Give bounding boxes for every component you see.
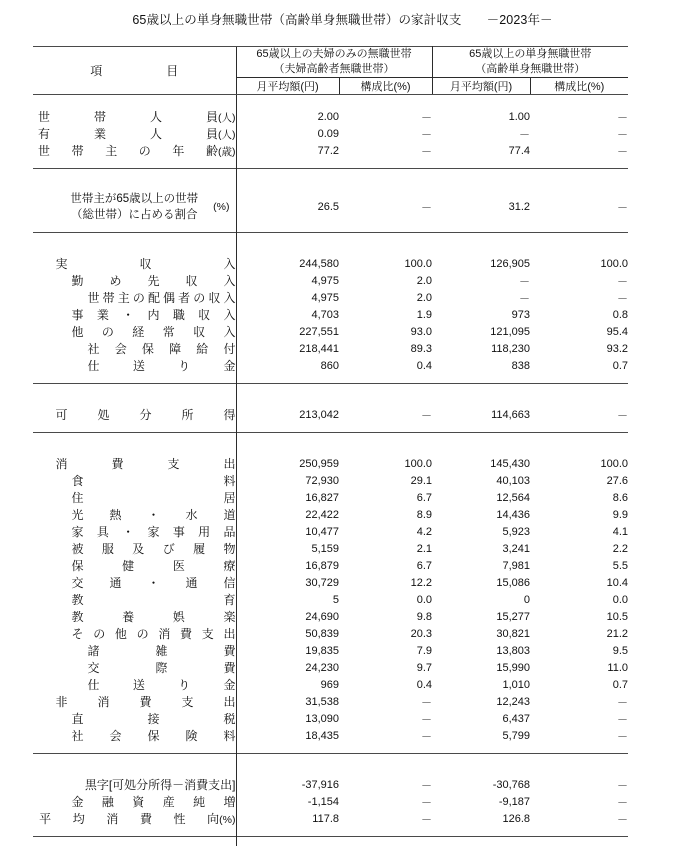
row-label-text: 仕送り金 (87, 359, 236, 373)
row-label (33, 693, 236, 710)
header-b-monthly-average: 月平均額(円) (432, 78, 530, 95)
cell-b-monthly-average: 77.4 (508, 144, 531, 157)
cell-b-monthly-average: 14,436 (496, 508, 531, 521)
cell-a-composition-ratio: 6.7 (416, 559, 433, 572)
cell-a-monthly-average: 24,230 (236, 659, 339, 676)
cell-b-composition-ratio: 0.8 (612, 308, 629, 321)
row-label-text: 食料 (71, 474, 236, 488)
table-row (33, 642, 628, 659)
cell-a-monthly-average: 50,839 (236, 625, 339, 642)
header-group-row (33, 47, 628, 78)
cell-a-composition-ratio: 8.9 (416, 508, 433, 521)
cell-b-composition-ratio: 2.2 (612, 542, 629, 555)
cell-b-composition-ratio: － (617, 145, 629, 158)
row-label (33, 810, 236, 827)
table-row (33, 676, 628, 693)
cell-b-composition-ratio: － (617, 409, 629, 422)
cell-b-monthly-average: 30,821 (496, 627, 531, 640)
cell-b-monthly-average: 7,981 (502, 559, 531, 572)
table-row (33, 406, 628, 423)
row-spacer (33, 827, 628, 837)
cell-b-composition-ratio: 95.4 (606, 325, 629, 338)
row-label-unit: (%) (213, 201, 230, 213)
cell-a-composition-ratio: 93.0 (410, 325, 433, 338)
row-spacer (33, 763, 628, 776)
row-label-text: 事業・内職収入 (71, 308, 236, 322)
cell-a-composition-ratio: 2.1 (416, 542, 433, 555)
row-label (33, 323, 236, 340)
row-label-text: 被服及び履物 (71, 542, 236, 556)
cell-b-composition-ratio: － (617, 796, 629, 809)
table-row (33, 357, 628, 374)
header-group-b-line2: （高齢単身無職世帯） (475, 63, 586, 75)
cell-b-composition-ratio: 0.7 (612, 678, 629, 691)
cell-a-composition-ratio: － (421, 813, 433, 826)
row-label (33, 191, 236, 223)
row-label-text: 勤め先収入 (71, 274, 236, 288)
cell-b-monthly-average: 6,437 (502, 712, 531, 725)
cell-b-monthly-average: 126,905 (490, 257, 531, 270)
row-spacer (33, 393, 628, 406)
table-row (33, 523, 628, 540)
cell-a-composition-ratio: 2.0 (416, 274, 433, 287)
row-spacer (33, 423, 628, 433)
header-item-label: 項 目 (90, 64, 179, 78)
cell-a-composition-ratio: 9.8 (416, 610, 433, 623)
row-label (33, 357, 236, 374)
row-label-text: 可処分所得 (55, 408, 236, 422)
cell-a-composition-ratio: 1.9 (416, 308, 433, 321)
cell-a-composition-ratio: － (421, 128, 433, 141)
cell-a-composition-ratio: － (421, 145, 433, 158)
cell-a-monthly-average: 2.00 (236, 108, 339, 125)
cell-b-composition-ratio: 5.5 (612, 559, 629, 572)
cell-a-monthly-average: 26.5 (236, 191, 339, 223)
cell-b-monthly-average: 1.00 (508, 110, 531, 123)
row-label-line2: （総世帯）に占める割合 (71, 209, 198, 221)
cell-b-composition-ratio: 0.7 (612, 359, 629, 372)
header-group-a-line1: 65歳以上の夫婦のみの無職世帯 (256, 48, 412, 60)
row-spacer (33, 837, 628, 847)
cell-a-monthly-average: -37,916 (236, 776, 339, 793)
table-row (33, 710, 628, 727)
row-spacer (33, 384, 628, 394)
cell-b-composition-ratio: 8.6 (612, 491, 629, 504)
cell-a-composition-ratio: 100.0 (404, 257, 433, 270)
row-label (33, 142, 236, 159)
cell-a-monthly-average: 5,159 (236, 540, 339, 557)
cell-a-monthly-average: 22,422 (236, 506, 339, 523)
cell-b-composition-ratio: － (617, 292, 629, 305)
cell-a-composition-ratio: － (421, 730, 433, 743)
cell-a-composition-ratio: － (421, 111, 433, 124)
row-label (33, 727, 236, 744)
row-label (33, 289, 236, 306)
table-row (33, 191, 628, 223)
row-spacer (33, 233, 628, 243)
row-label-text: 実収入 (55, 257, 236, 271)
header-group-elderly-couple (236, 47, 432, 78)
row-label-text: 諸雑費 (87, 644, 236, 658)
row-label-text: 世帯主の配偶者の収入 (87, 291, 236, 305)
cell-a-monthly-average: 244,580 (236, 255, 339, 272)
row-label-text: 保健医療 (71, 559, 236, 573)
row-spacer (33, 442, 628, 455)
row-label-line1: 世帯主が65歳以上の世帯 (70, 193, 199, 205)
cell-a-monthly-average: 4,703 (236, 306, 339, 323)
cell-b-composition-ratio: － (617, 813, 629, 826)
table-row (33, 125, 628, 142)
cell-b-composition-ratio: － (617, 713, 629, 726)
row-label-unit: (歳) (218, 146, 236, 158)
cell-b-monthly-average: 145,430 (490, 457, 531, 470)
header-group-b-line1: 65歳以上の単身無職世帯 (469, 48, 592, 60)
row-label-text: 黒字[可処分所得－消費支出] (84, 778, 236, 792)
cell-a-monthly-average: 16,827 (236, 489, 339, 506)
cell-b-composition-ratio: 4.1 (612, 525, 629, 538)
cell-b-composition-ratio: － (617, 779, 629, 792)
cell-a-monthly-average: -1,154 (236, 793, 339, 810)
row-label (33, 676, 236, 693)
row-label-text: 有業人員 (38, 127, 218, 141)
table-row (33, 472, 628, 489)
cell-a-composition-ratio: － (421, 796, 433, 809)
cell-b-composition-ratio: 21.2 (606, 627, 629, 640)
row-spacer (33, 159, 628, 169)
row-label-text: 非消費支出 (55, 695, 236, 709)
row-spacer (33, 95, 628, 109)
row-spacer (33, 744, 628, 754)
table-row (33, 142, 628, 159)
table-row (33, 659, 628, 676)
cell-b-composition-ratio: 10.4 (606, 576, 629, 589)
row-label-text: 消費支出 (55, 457, 236, 471)
cell-b-monthly-average: 12,564 (496, 491, 531, 504)
cell-b-composition-ratio: 10.5 (606, 610, 629, 623)
cell-a-monthly-average: 4,975 (236, 289, 339, 306)
page-title: 65歳以上の単身無職世帯（高齢単身無職世帯）の家計収支 －2023年－ (132, 13, 553, 27)
cell-a-monthly-average: 72,930 (236, 472, 339, 489)
row-label-unit: (人) (218, 129, 236, 141)
table-row (33, 306, 628, 323)
cell-b-monthly-average: 1,010 (502, 678, 531, 691)
row-label-unit: (人) (218, 112, 236, 124)
row-label-text: 社会保障給付 (87, 342, 236, 356)
cell-a-monthly-average: 13,090 (236, 710, 339, 727)
row-spacer (33, 169, 628, 179)
row-label-unit: (%) (219, 814, 236, 826)
row-label (33, 272, 236, 289)
cell-a-monthly-average: 31,538 (236, 693, 339, 710)
table-row (33, 108, 628, 125)
header-a-composition-ratio: 構成比(%) (339, 78, 432, 95)
row-label-text: 家具・家事用品 (71, 525, 236, 539)
row-label (33, 125, 236, 142)
header-item-column (33, 47, 236, 95)
row-label (33, 523, 236, 540)
table-row (33, 557, 628, 574)
cell-a-composition-ratio: － (421, 696, 433, 709)
row-label-text: 直接税 (71, 712, 236, 726)
row-label (33, 591, 236, 608)
cell-a-composition-ratio: 4.2 (416, 525, 433, 538)
cell-a-composition-ratio: 29.1 (410, 474, 433, 487)
table-row (33, 810, 628, 827)
cell-b-monthly-average: 118,230 (491, 342, 531, 355)
row-label (33, 108, 236, 125)
table-row (33, 255, 628, 272)
header-group-elderly-single (432, 47, 628, 78)
cell-a-composition-ratio: 89.3 (410, 342, 433, 355)
table-row (33, 793, 628, 810)
cell-b-composition-ratio: 9.5 (612, 644, 629, 657)
cell-a-monthly-average: 0.09 (236, 125, 339, 142)
row-label (33, 608, 236, 625)
cell-a-monthly-average: 30,729 (236, 574, 339, 591)
cell-b-composition-ratio: － (617, 128, 629, 141)
cell-a-monthly-average: 117.8 (236, 810, 339, 827)
cell-b-monthly-average: 838 (511, 359, 531, 372)
cell-b-monthly-average: 5,923 (502, 525, 531, 538)
cell-b-monthly-average: 121,095 (490, 325, 531, 338)
cell-a-composition-ratio: 6.7 (416, 491, 433, 504)
row-label-text: 住居 (71, 491, 236, 505)
cell-a-composition-ratio: 100.0 (404, 457, 433, 470)
table-header (33, 47, 628, 95)
cell-b-monthly-average: 15,086 (496, 576, 531, 589)
row-label (33, 340, 236, 357)
cell-b-composition-ratio: 11.0 (607, 661, 629, 674)
table-row (33, 591, 628, 608)
row-label (33, 710, 236, 727)
table-row (33, 323, 628, 340)
cell-a-monthly-average: 16,879 (236, 557, 339, 574)
row-label (33, 506, 236, 523)
cell-a-composition-ratio: 20.3 (410, 627, 433, 640)
cell-a-composition-ratio: 12.2 (410, 576, 433, 589)
cell-a-monthly-average: 218,441 (236, 340, 339, 357)
cell-a-composition-ratio: 0.4 (416, 678, 433, 691)
cell-b-monthly-average: － (519, 292, 531, 305)
table-row (33, 727, 628, 744)
row-label (33, 659, 236, 676)
row-spacer (33, 754, 628, 764)
row-label (33, 625, 236, 642)
cell-a-monthly-average: 213,042 (236, 406, 339, 423)
cell-a-monthly-average: 4,975 (236, 272, 339, 289)
row-label-text: 光熱・水道 (71, 508, 236, 522)
cell-b-composition-ratio: 93.2 (606, 342, 629, 355)
table-row (33, 776, 628, 793)
row-label (33, 540, 236, 557)
row-label (33, 574, 236, 591)
row-label-text: 平均消費性向 (39, 812, 220, 826)
table-row (33, 693, 628, 710)
row-label (33, 776, 236, 793)
cell-a-composition-ratio: 0.4 (416, 359, 433, 372)
row-label-text: 社会保険料 (71, 729, 236, 743)
row-label-text: その他の消費支出 (71, 627, 236, 641)
row-label (33, 642, 236, 659)
row-label-text: 他の経常収入 (71, 325, 236, 339)
cell-b-monthly-average: -9,187 (498, 795, 531, 808)
row-spacer (33, 223, 628, 233)
household-budget-table (33, 46, 628, 846)
row-label-text: 交通・通信 (71, 576, 236, 590)
cell-b-monthly-average: － (519, 275, 531, 288)
cell-b-monthly-average: 12,243 (496, 695, 531, 708)
header-b-composition-ratio: 構成比(%) (530, 78, 628, 95)
cell-b-monthly-average: -30,768 (492, 778, 531, 791)
cell-b-monthly-average: 0 (523, 593, 531, 606)
row-label-text: 交際費 (87, 661, 236, 675)
row-spacer (33, 178, 628, 191)
table-row (33, 489, 628, 506)
cell-b-monthly-average: 15,990 (496, 661, 531, 674)
row-label (33, 306, 236, 323)
row-label (33, 255, 236, 272)
table-row (33, 608, 628, 625)
cell-a-monthly-average: 24,690 (236, 608, 339, 625)
row-label-text: 教育 (71, 593, 236, 607)
table-row (33, 289, 628, 306)
row-label (33, 557, 236, 574)
table-row (33, 574, 628, 591)
cell-a-monthly-average: 969 (236, 676, 339, 693)
row-label (33, 406, 236, 423)
table-row (33, 625, 628, 642)
row-label (33, 793, 236, 810)
cell-a-monthly-average: 250,959 (236, 455, 339, 472)
table-row (33, 455, 628, 472)
cell-a-monthly-average: 5 (236, 591, 339, 608)
cell-a-composition-ratio: 7.9 (416, 644, 433, 657)
cell-a-composition-ratio: 0.0 (416, 593, 433, 606)
table-row (33, 540, 628, 557)
cell-a-monthly-average: 77.2 (236, 142, 339, 159)
cell-b-monthly-average: 5,799 (502, 729, 531, 742)
cell-b-monthly-average: － (519, 128, 531, 141)
cell-a-composition-ratio: － (421, 779, 433, 792)
cell-b-composition-ratio: 0.0 (612, 593, 629, 606)
cell-b-monthly-average: 3,241 (502, 542, 531, 555)
cell-b-monthly-average: 973 (511, 308, 531, 321)
row-label (33, 472, 236, 489)
cell-b-composition-ratio: 9.9 (612, 508, 629, 521)
cell-b-monthly-average: 13,803 (496, 644, 531, 657)
row-label-text: 仕送り金 (87, 678, 236, 692)
cell-a-monthly-average: 19,835 (236, 642, 339, 659)
table-body (33, 95, 628, 847)
row-spacer (33, 374, 628, 384)
cell-a-monthly-average: 227,551 (236, 323, 339, 340)
row-spacer (33, 242, 628, 255)
row-spacer (33, 433, 628, 443)
cell-a-composition-ratio: － (421, 202, 433, 214)
row-label-text: 教養娯楽 (71, 610, 236, 624)
header-group-a-line2: （夫婦高齢者無職世帯） (273, 63, 395, 75)
cell-a-monthly-average: 860 (236, 357, 339, 374)
table-row (33, 506, 628, 523)
row-label-text: 世帯主の年齢 (38, 144, 218, 158)
cell-b-composition-ratio: 100.0 (600, 457, 629, 470)
row-label-text: 金融資産純増 (71, 795, 236, 809)
row-label (33, 489, 236, 506)
table-row (33, 272, 628, 289)
cell-b-monthly-average: 40,103 (496, 474, 531, 487)
cell-a-composition-ratio: 2.0 (416, 291, 433, 304)
cell-b-composition-ratio: － (617, 202, 629, 214)
row-label-text: 世帯人員 (38, 110, 218, 124)
cell-b-monthly-average: 114,663 (491, 408, 531, 421)
cell-b-composition-ratio: － (617, 730, 629, 743)
cell-b-composition-ratio: 100.0 (600, 257, 629, 270)
cell-b-composition-ratio: － (617, 696, 629, 709)
table-row (33, 340, 628, 357)
header-a-monthly-average: 月平均額(円) (236, 78, 339, 95)
cell-b-monthly-average: 31.2 (508, 201, 531, 213)
cell-a-monthly-average: 18,435 (236, 727, 339, 744)
cell-b-composition-ratio: － (617, 111, 629, 124)
cell-b-composition-ratio: 27.6 (606, 474, 629, 487)
cell-a-composition-ratio: － (421, 409, 433, 422)
cell-b-composition-ratio: － (617, 275, 629, 288)
row-label (33, 455, 236, 472)
cell-b-monthly-average: 126.8 (502, 812, 531, 825)
cell-b-monthly-average: 15,277 (496, 610, 531, 623)
cell-a-composition-ratio: － (421, 713, 433, 726)
cell-a-composition-ratio: 9.7 (416, 661, 433, 674)
cell-a-monthly-average: 10,477 (236, 523, 339, 540)
